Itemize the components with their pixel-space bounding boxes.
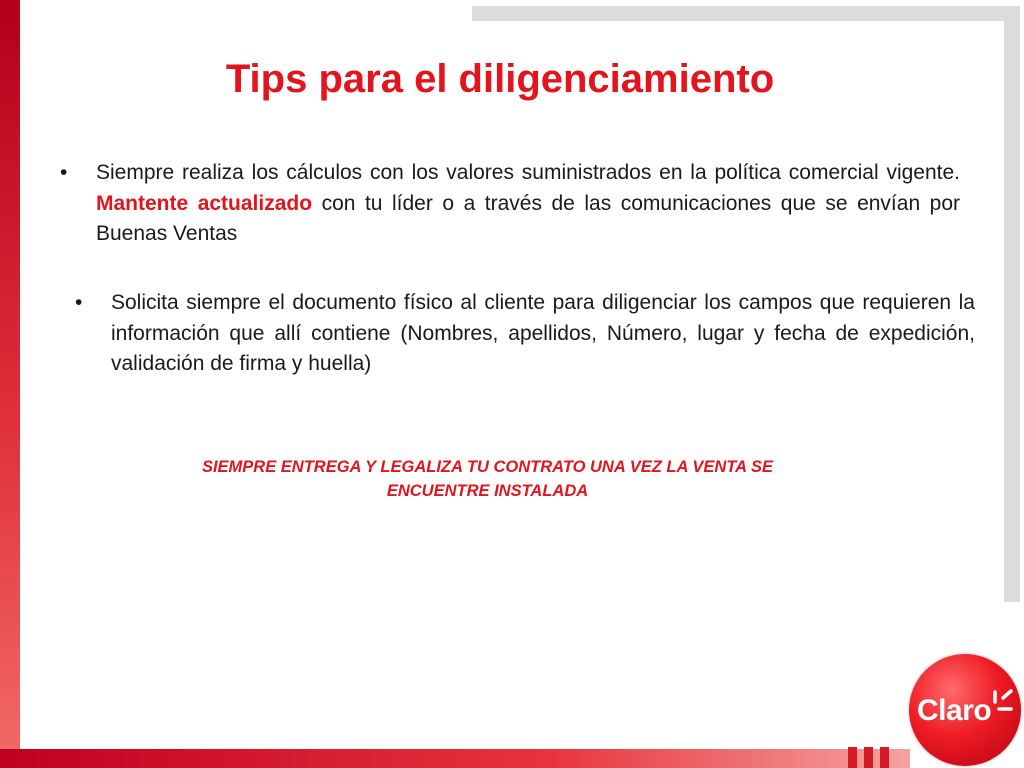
left-red-band [0, 0, 20, 768]
logo-text: Claro [917, 694, 992, 727]
bullet-symbol: • [75, 291, 83, 314]
right-gray-bar [1004, 6, 1020, 602]
bullet-symbol: • [60, 161, 68, 184]
logo-rays-icon [989, 688, 1017, 728]
bullet-item-2 [75, 288, 975, 380]
slide-title: Tips para el diligenciamiento [225, 57, 775, 101]
notice-text: SIEMPRE ENTREGA Y LEGALIZA TU CONTRATO UNA VEZ LA VENTA SE ENCUENTRE INSTALADA [201, 458, 774, 500]
highlight-text: Mantente actualizado [96, 191, 313, 215]
bullet-item-1 [60, 158, 960, 250]
bottom-red-band [0, 749, 910, 768]
claro-logo-icon [909, 654, 1021, 766]
bullet-text: Solicita siempre el documento físico al cliente para diligenciar los campos que requieren la información que allí contiene (Nombres, apellidos, Número, lugar y fecha de expedición, validación de firma y huella) [111, 291, 975, 375]
top-gray-bar [472, 6, 1006, 21]
bullet-text: Siempre realiza los cálculos con los valores suministrados en la política comercial vigente. Mantente actualizado con tu líder o a través de las comunicaciones que se envían por Buenas Ventas [96, 161, 960, 245]
